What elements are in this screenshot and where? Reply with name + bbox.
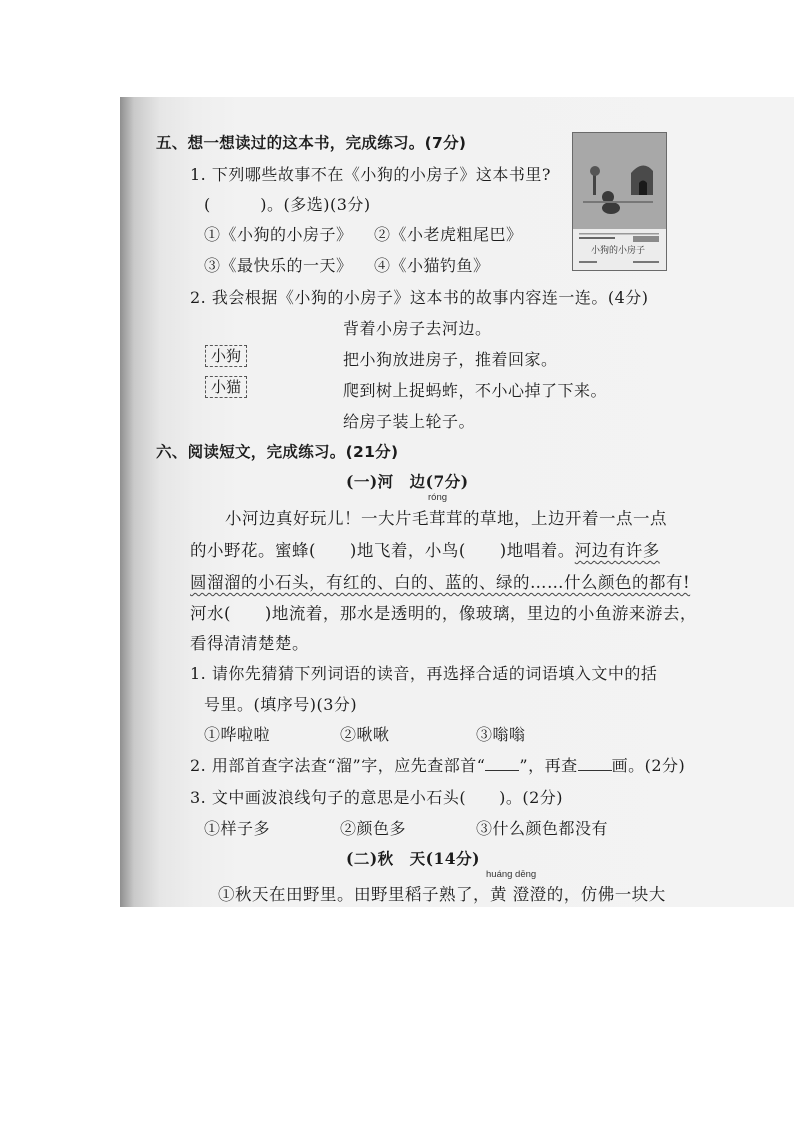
part1-q1-option-2: ②啾啾 (340, 725, 390, 744)
q1-option-2: ②《小老虎粗尾巴》 (374, 225, 523, 244)
part2-title: (二)秋 天(14分) (346, 849, 480, 868)
passage1-line-1: 小河边真好玩儿！一大片毛茸茸的草地，上边开着一点一点 (225, 509, 667, 528)
q2-right-4: 给房子装上轮子。 (343, 412, 476, 431)
part1-q1-option-3: ③嗡嗡 (476, 725, 526, 744)
passage1-line-5: 看得清清楚楚。 (190, 634, 309, 653)
part1-q1-line-2: 号里。(填序号)(3分) (204, 695, 358, 714)
part1-q2-text-b: ”，再查 (519, 756, 578, 775)
pinyin-huangdeng: huáng dēng (486, 869, 537, 880)
q2-left-box-2: 小猫 (205, 376, 247, 398)
q2-question: 2. 我会根据《小狗的小房子》这本书的故事内容连一连。(4分) (190, 288, 649, 307)
part1-q2-text-c: 画。(2分) (611, 756, 686, 775)
passage1-line-3-wavy: 圆溜溜的小石头，有红的、白的、蓝的、绿的……什么颜色的都有! (190, 573, 691, 592)
book-cover-title: 小狗的小房子 (591, 246, 646, 256)
passage1-line-4: 河水( )地流着，那水是透明的，像玻璃，里边的小鱼游来游去， (190, 604, 697, 623)
q1-option-3: ③《最快乐的一天》 (204, 256, 353, 275)
section6-heading: 六、阅读短文，完成练习。(21分) (156, 443, 399, 461)
radical-blank (485, 756, 519, 771)
passage1-line-2 (190, 537, 660, 561)
part1-q3-option-1: ①样子多 (204, 819, 271, 838)
book-cover-image (572, 132, 667, 271)
part1-q3-option-2: ②颜色多 (340, 819, 407, 838)
part1-q1-option-1: ①哗啦啦 (204, 725, 271, 744)
passage1-wavy-sentence-start: 河边有许多 (574, 541, 660, 560)
pinyin-rong: róng (428, 492, 448, 503)
q1-question: 1. 下列哪些故事不在《小狗的小房子》这本书里? (190, 165, 551, 184)
passage1-line-2a: 的小野花。蜜蜂( )地飞着，小鸟( )地唱着。 (190, 541, 575, 560)
part1-q3: 3. 文中画波浪线句子的意思是小石头( )。(2分) (190, 788, 564, 807)
part1-title: (一)河 边(7分) (346, 472, 469, 491)
q2-right-2: 把小狗放进房子，推着回家。 (343, 350, 558, 369)
q2-right-3: 爬到树上捉蚂蚱，不小心掉了下来。 (343, 381, 608, 400)
q1-option-1: ①《小狗的小房子》 (204, 225, 353, 244)
part1-q1-line-1: 1. 请你先猜猜下列词语的读音，再选择合适的词语填入文中的括 (190, 664, 658, 683)
section5-heading: 五、想一想读过的这本书，完成练习。(7分) (156, 134, 467, 152)
passage2-line-1: ①秋天在田野里。田野里稻子熟了，黄 澄澄的，仿佛一块大 (218, 885, 666, 904)
q1-answer-line: ( )。(多选)(3分) (204, 195, 371, 214)
q2-right-1: 背着小房子去河边。 (343, 319, 492, 338)
part1-q3-option-3: ③什么颜色都没有 (476, 819, 609, 838)
part1-q2-text-a: 2. 用部首查字法查“溜”字，应先查部首“ (190, 756, 486, 775)
q1-option-4: ④《小猫钓鱼》 (374, 256, 490, 275)
stroke-count-blank (578, 756, 612, 771)
q2-left-box-1: 小狗 (205, 345, 247, 367)
part1-q2 (190, 753, 685, 776)
